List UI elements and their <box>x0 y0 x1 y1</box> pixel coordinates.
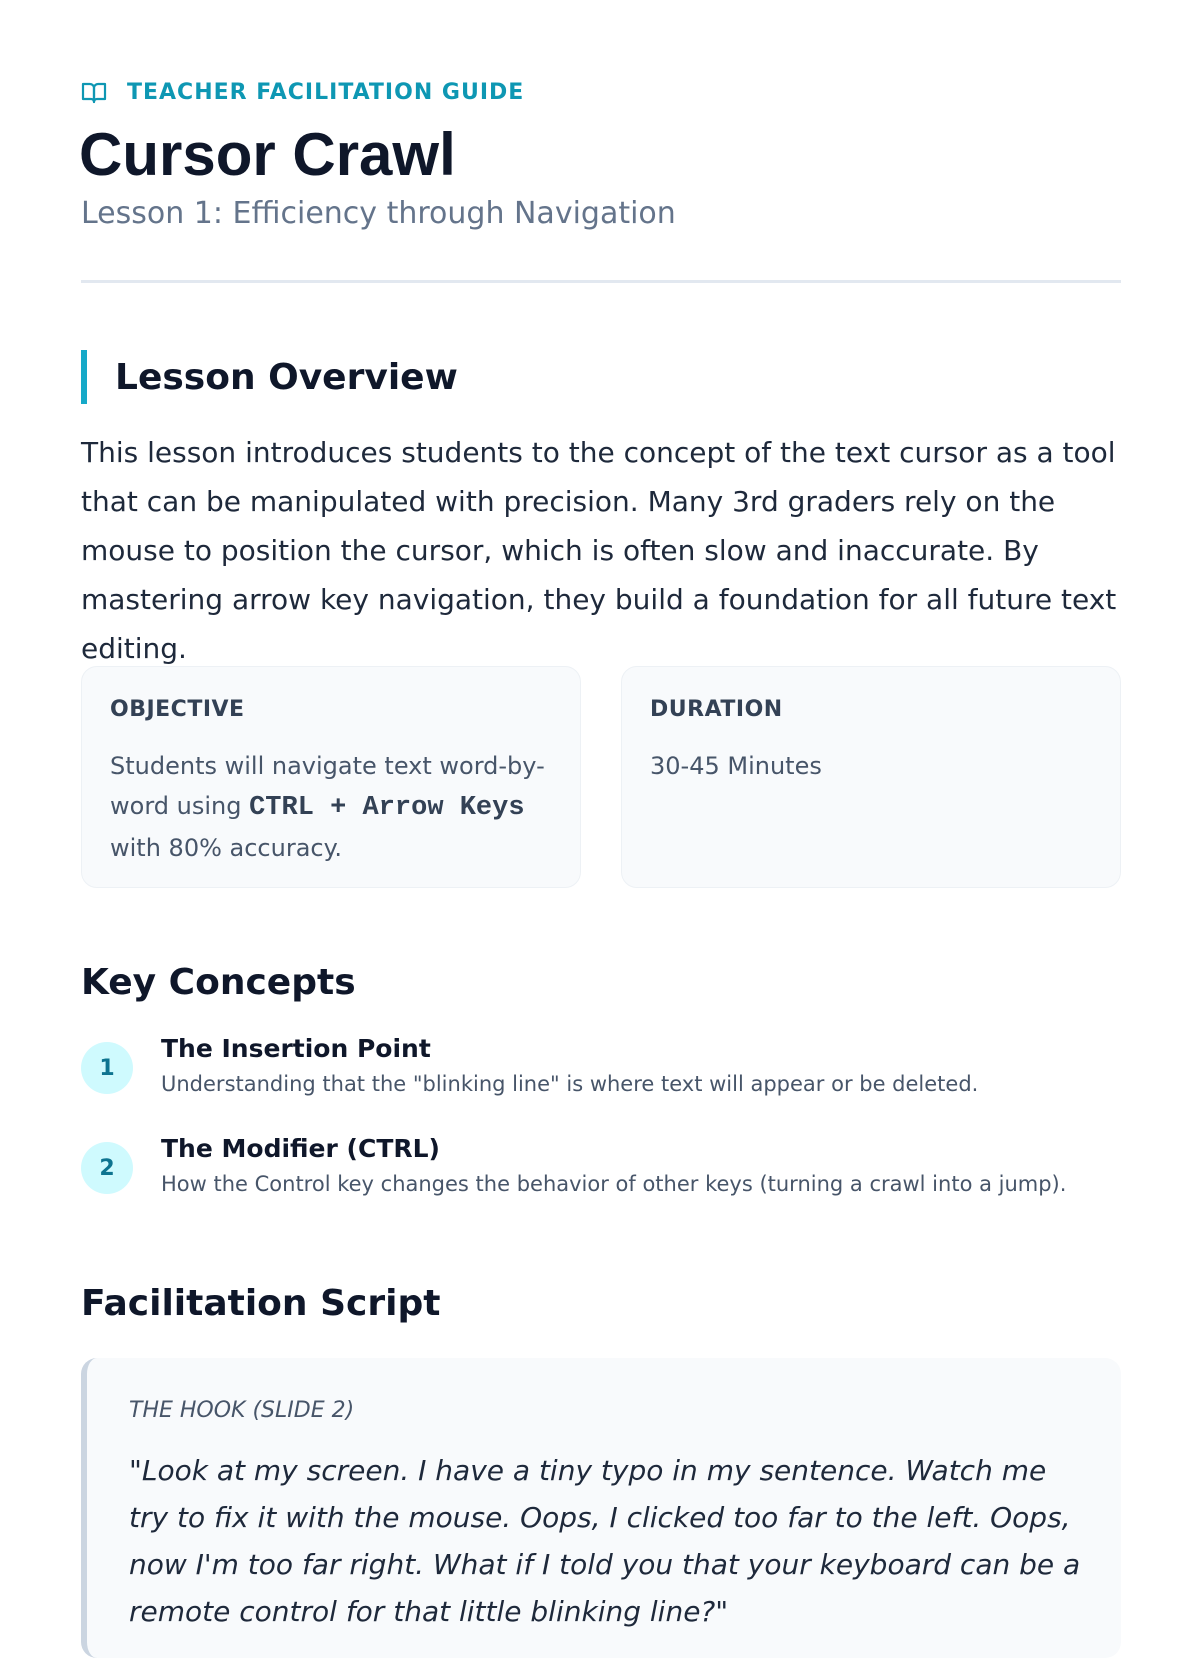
duration-value: 30-45 Minutes <box>650 752 822 780</box>
guide-eyebrow <box>81 80 524 105</box>
book-open-icon <box>81 81 107 105</box>
objective-text-before: Students will navigate text word-by-word using <box>110 752 545 820</box>
concept-title: The Modifier (CTRL) <box>161 1134 440 1163</box>
concept-description: Understanding that the "blinking line" is where text will appear or be deleted. <box>161 1072 979 1096</box>
objective-text-after: with 80% accuracy. <box>110 834 343 862</box>
objective-shortcut: CTRL + Arrow Keys <box>249 793 525 823</box>
concept-number-badge: 2 <box>81 1142 133 1194</box>
page-title: Cursor Crawl <box>79 121 456 188</box>
script-quote: "Look at my screen. I have a tiny typo in my sentence. Watch me try to fix it with the mouse. Oops, I clicked too far to the left. Oops, now I'm too far right. What if I told you that your keyboard can be a remote control for that little blinking line?" <box>129 1454 1081 1628</box>
facilitation-script-heading: Facilitation Script <box>81 1283 441 1324</box>
script-callout <box>81 1358 1121 1658</box>
lesson-overview-heading: Lesson Overview <box>81 350 458 404</box>
objective-label: OBJECTIVE <box>110 697 245 722</box>
key-concepts-heading: Key Concepts <box>81 962 356 1003</box>
objective-card <box>81 666 581 888</box>
concept-number-badge: 1 <box>81 1042 133 1094</box>
page-subtitle: Lesson 1: Efficiency through Navigation <box>81 196 676 231</box>
header-divider <box>81 280 1121 283</box>
concept-title: The Insertion Point <box>161 1034 431 1063</box>
lesson-overview-text: This lesson introduces students to the concept of the text cursor as a tool that can be manipulated with precision. Many 3rd graders rely on the mouse to position the cursor, which is often slow and inaccurate. By mastering arrow key navigation, they build a foundation for all future text editing. <box>81 436 1117 665</box>
script-step-label: THE HOOK (SLIDE 2) <box>129 1398 355 1423</box>
concept-description: How the Control key changes the behavior of other keys (turning a crawl into a jump). <box>161 1172 1067 1196</box>
duration-label: DURATION <box>650 697 783 722</box>
objective-text <box>110 746 552 868</box>
eyebrow-label: TEACHER FACILITATION GUIDE <box>127 80 525 105</box>
duration-card <box>621 666 1121 888</box>
